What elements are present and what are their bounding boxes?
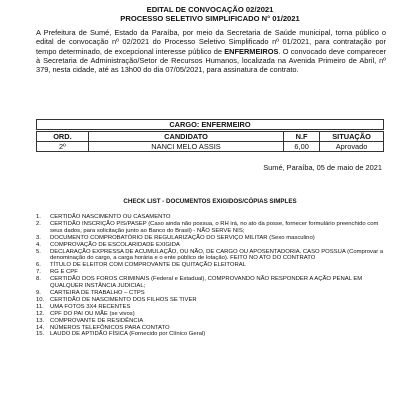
intro-paragraph <box>36 28 386 74</box>
list-item-number: 12. <box>36 310 45 317</box>
list-item-number: 1. <box>36 214 41 220</box>
list-item <box>36 262 386 269</box>
list-item-number: 14. <box>36 324 45 331</box>
list-item-text: UMA FOTOS 3X4 RECENTES <box>50 303 131 310</box>
list-item-text: CERTIDÃO DE NASCIMENTO DOS FILHOS SE TIVER <box>50 296 197 303</box>
list-item <box>36 249 386 263</box>
checklist-title: CHECK LIST - DOCUMENTOS EXIGIDOS/CÓPIAS SIMPLES <box>123 198 297 205</box>
list-item-number: 10. <box>36 296 45 303</box>
list-item-text: LAUDO DE APTIDÃO FÍSICA (Fornecido por Clínico Geral) <box>50 331 206 338</box>
list-item-text: CERTIDÃO NASCIMENTO OU CASAMENTO <box>50 214 171 220</box>
list-item <box>36 290 386 297</box>
document-date: Sumé, Paraíba, 05 de maio de 2021 <box>263 163 382 172</box>
checklist <box>36 214 386 338</box>
list-item-text: DOCUMENTO COMPROBATÓRIO DE REGULARIZAÇÃO DO SERVIÇO MILITAR (Sexo masculino) <box>50 234 315 241</box>
col-header-nf: N.F <box>284 132 320 142</box>
edital-title: EDITAL DE CONVOCAÇÃO 02/2021 <box>146 5 274 14</box>
list-item-text: COMPROVAÇÃO DE ESCOLARIDADE EXIGIDA <box>50 241 180 248</box>
list-item <box>36 304 386 311</box>
list-item-number: 4. <box>36 241 41 248</box>
list-item-number: 3. <box>36 234 41 241</box>
list-item-number: 15. <box>36 331 45 338</box>
col-header-candidato: CANDIDATO <box>88 132 283 142</box>
list-item <box>36 242 386 249</box>
list-item <box>36 221 386 235</box>
intro-bold-role: ENFERMEIROS <box>224 46 279 56</box>
cell-situacao: Aprovado <box>320 142 384 152</box>
list-item <box>36 318 386 325</box>
list-item-text: NÚMEROS TELEFÔNICOS PARA CONTATO <box>50 324 170 331</box>
list-item-number: 13. <box>36 317 45 324</box>
list-item-text: TÍTULO DE ELEITOR COM COMPROVANTE DE QUITAÇÃO ELEITORAL <box>50 262 246 269</box>
list-item-text: CPF DO PAI OU MÃE (se vivos) <box>50 310 135 317</box>
list-item <box>36 331 386 338</box>
intro-part2: . O convocado deve comparecer à Secretaria de Administração/Setor de Recursos Humanos, localizada na Avenida Primeiro de Abril, nº 379, nesta cidade, até as 13h00 do dia 07/05/2021, para assinatura de contrato. <box>36 46 387 75</box>
list-item <box>36 297 386 304</box>
list-item-text: CARTEIRA DE TRABALHO – CTPS <box>50 289 145 296</box>
col-header-situacao: SITUAÇÃO <box>320 132 384 142</box>
list-item-text: COMPROVANTE DE RESIDÊNCIA <box>50 317 144 324</box>
list-item-text: RG E CPF <box>50 269 78 276</box>
list-item-number: 5. <box>36 248 41 255</box>
list-item-text: DECLARAÇÃO EXPRESSA DE ACUMULAÇÃO, OU NÃO, DE CARGO OU APOSENTADORIA. CASO POSSUA (Comprovar a denominação do cargo, a carga horária e o ente público de lotação). FEITO NO ATO DO CONTRATO <box>50 248 384 262</box>
list-item-number: 8. <box>36 276 41 283</box>
list-item-number: 6. <box>36 262 41 269</box>
col-header-ord: ORD. <box>37 132 89 142</box>
cell-candidato: NANCI MELO ASSIS <box>88 142 283 152</box>
cell-nf: 6,00 <box>284 142 320 152</box>
intro-part1: A Prefeitura de Sumé, Estado da Paraíba, por meio da Secretaria de Saúde municipal, torna público o edital de convocação nº 02/2021 do Processo Seletivo Simplificado nº 01/2021, para contratação por tempo determinado, de excepcional interesse público de <box>36 28 386 56</box>
cargo-heading: CARGO: ENFERMEIRO <box>36 119 384 130</box>
list-item-number: 2. <box>36 220 41 227</box>
list-item-number: 9. <box>36 289 41 296</box>
list-item <box>36 214 386 221</box>
cell-ord: 2º <box>37 142 89 152</box>
process-title: PROCESSO SELETIVO SIMPLIFICADO N° 01/2021 <box>120 14 300 23</box>
list-item <box>36 311 386 318</box>
list-item <box>36 276 386 290</box>
list-item <box>36 235 386 242</box>
table-row <box>37 142 384 152</box>
table-header-row <box>37 132 384 142</box>
list-item-number: 7. <box>36 269 41 276</box>
result-table <box>36 131 384 152</box>
list-item-text: CERTIDÃO INSCRIÇÃO PIS/PASEP (Caso ainda não possua, o RH irá, no ato da posse, fornecer formulário preenchido com seus dados, para solicitação junto ao Banco do Brasil) - NÃO SERVE NIS; <box>50 220 379 234</box>
list-item-text: CERTIDÃO DOS FOROS CRIMINAIS (Federal e Estadual), COMPROVANDO NÃO RESPONDER A AÇÃO PENAL EM QUALQUER INSTÂNCIA JUDICIAL; <box>50 276 363 290</box>
list-item-number: 11. <box>36 303 44 310</box>
